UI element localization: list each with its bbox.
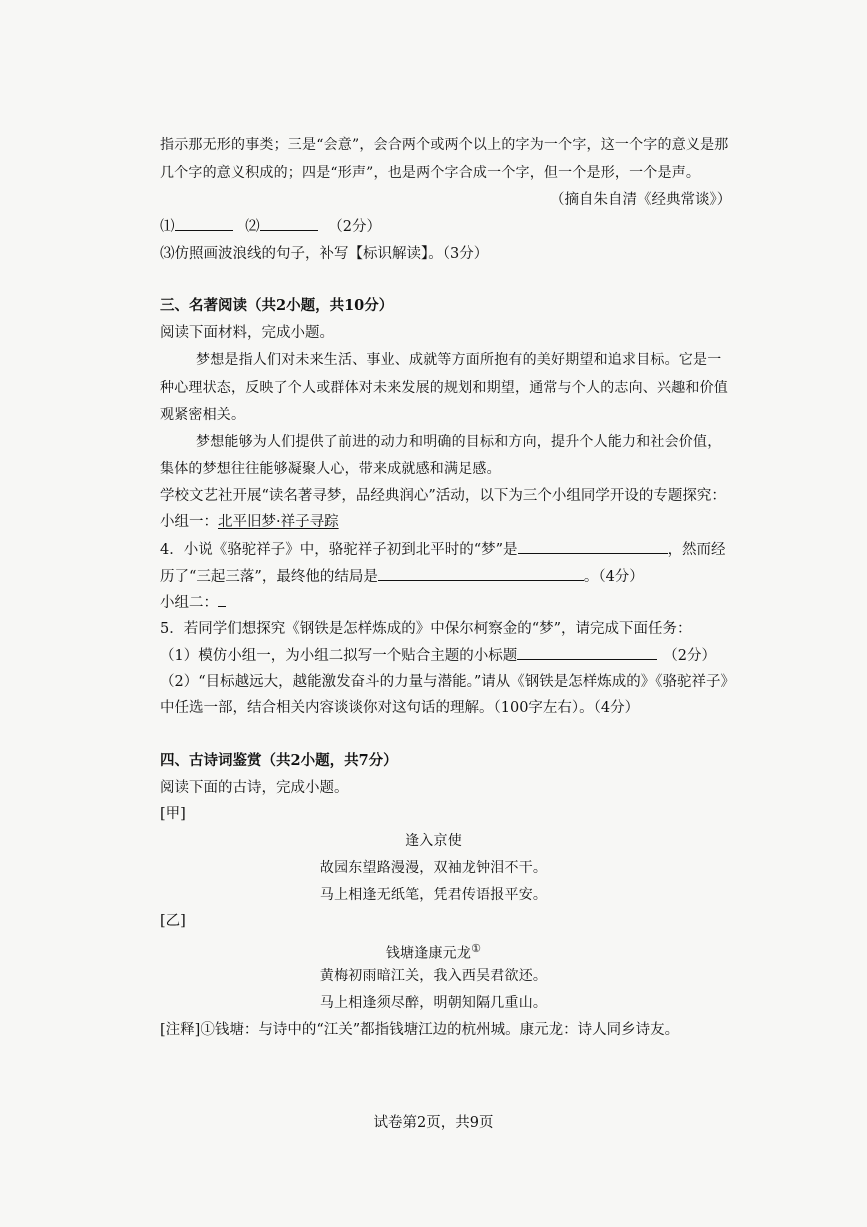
group-2-blank[interactable] (218, 592, 226, 607)
q4-blank-1[interactable] (518, 539, 668, 554)
poem-b-title-row (0, 939, 867, 964)
blank-label-1: ⑴ (160, 219, 175, 235)
question-5-2-line2: 中任选一部，结合相关内容谈谈你对这句话的理解。（100字左右）。（4分） (160, 700, 640, 716)
material-para1-line1: 梦想是指人们对未来生活、事业、成就等方面所抱有的美好期望和追求目标。它是一 (196, 352, 722, 368)
section-3-intro: 阅读下面材料，完成小题。 (160, 325, 334, 341)
poem-b-title: 钱塘逢康元龙 (385, 945, 472, 962)
blank-label-2: ⑵ (245, 219, 260, 235)
section-4-intro: 阅读下面的古诗，完成小题。 (160, 780, 349, 796)
section-3-title: 三、名著阅读（共2小题，共10分） (160, 297, 394, 314)
poem-note: [注释]①钱塘：与诗中的“江关”都指钱塘江边的杭州城。康元龙：诗人同乡诗友。 (160, 1022, 680, 1038)
group-2-row (160, 592, 226, 613)
material-para2-line1: 梦想能够为人们提供了前进的动力和明确的目标和方向，提升个人能力和社会价值， (196, 434, 722, 450)
page-footer: 试卷第2页，共9页 (373, 1115, 494, 1131)
poem-b-note-mark: ① (471, 942, 482, 955)
q4-text-a: 4．小说《骆驼祥子》中，骆驼祥子初到北平时的“梦”是 (160, 542, 518, 558)
question-5: 5．若同学们想探究《钢铁是怎样炼成的》中保尔柯察金的“梦”，请完成下面任务： (160, 621, 692, 637)
question-4-line1 (160, 539, 726, 560)
question-3: ⑶仿照画波浪线的句子，补写【标识解读】。（3分） (160, 246, 489, 262)
q4-blank-2[interactable] (378, 566, 584, 581)
q4-text-c: 历了“三起三落”，最终他的结局是 (160, 569, 378, 585)
group-1-label: 小组一： (160, 514, 218, 530)
question-5-1 (160, 645, 716, 666)
section-4-title: 四、古诗词鉴赏（共2小题，共7分） (160, 752, 398, 769)
q5-1-blank[interactable] (517, 645, 657, 660)
material-para1-line3: 观紧密相关。 (160, 407, 246, 423)
q5-1-score: （2分） (663, 648, 716, 664)
q5-1-text: （1）模仿小组一，为小组二拟写一个贴合主题的小标题 (160, 648, 518, 664)
material-para1-line2: 种心理状态，反映了个人或群体对未来发展的规划和期望，通常与个人的志向、兴趣和价值 (160, 380, 728, 396)
poem-b-line1: 黄梅初雨暗江关，我入西吴君欲还。 (319, 968, 548, 984)
question-4-line2 (160, 566, 644, 587)
activity-text: 学校文艺社开展“读名著寻梦，品经典润心”活动，以下为三个小组同学开设的专题探究： (160, 488, 726, 504)
poem-b-line2: 马上相逢须尽醉，明朝知隔几重山。 (319, 995, 548, 1011)
score-label: （2分） (328, 219, 381, 235)
poem-b-label: [乙] (160, 913, 186, 929)
passage-source: （摘自朱自清《经典常谈》） (550, 192, 732, 208)
fill-blank-row (160, 216, 381, 237)
poem-a-line2: 马上相逢无纸笔，凭君传语报平安。 (319, 887, 548, 903)
poem-a-title: 逢入京使 (405, 833, 462, 849)
question-5-2-line1: （2）“目标越远大，越能激发奋斗的力量与潜能。”请从《钢铁是怎样炼成的》《骆驼祥子》 (160, 674, 736, 690)
q4-text-d: 。（4分） (583, 569, 644, 585)
poem-a-label: [甲] (160, 806, 186, 822)
q4-text-b: ，然而经 (667, 542, 726, 558)
group-1-row (160, 512, 339, 532)
passage-line-2: 几个字的意义积成的；四是“形声”，也是两个字合成一个字，但一个是形，一个是声。 (160, 165, 701, 181)
group-1-topic: 北平旧梦·祥子寻踪 (218, 514, 339, 530)
poem-a-line1: 故园东望路漫漫，双袖龙钟泪不干。 (319, 860, 548, 876)
answer-blank-2[interactable] (260, 216, 318, 231)
passage-line-1: 指示那无形的事类；三是“会意”，会合两个或两个以上的字为一个字，这一个字的意义是那 (160, 137, 729, 153)
group-2-label: 小组二： (160, 595, 218, 611)
material-para2-line2: 集体的梦想往往能够凝聚人心，带来成就感和满足感。 (160, 461, 501, 477)
answer-blank-1[interactable] (175, 216, 233, 231)
